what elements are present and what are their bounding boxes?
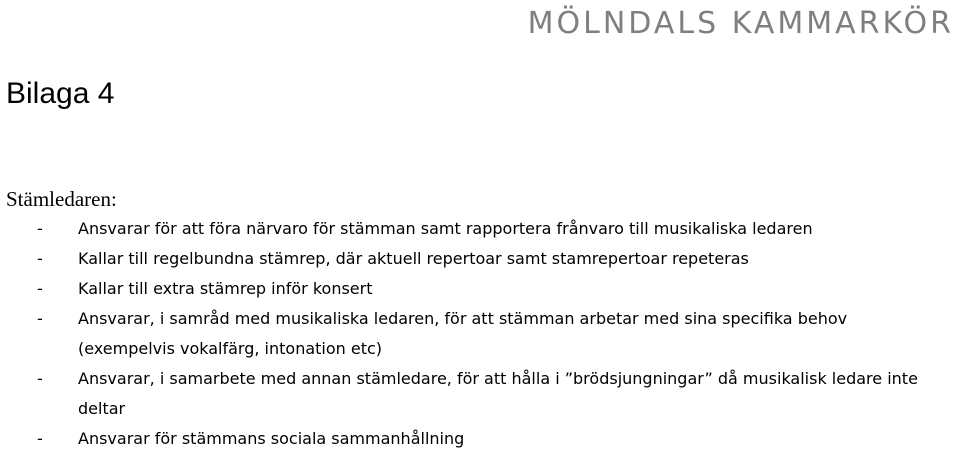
choir-logo: MÖLNDALS KAMMARKÖR: [527, 6, 954, 41]
list-item-text: Kallar till extra stämrep inför konsert: [78, 279, 373, 298]
list-item-text: Ansvarar, i samarbete med annan stämledare, för att hålla i ”brödsjungningar” då musikalisk ledare inte deltar: [78, 369, 918, 418]
list-item: [0, 424, 960, 454]
list-item: [0, 364, 960, 424]
duties-list: [0, 214, 960, 454]
list-bullet: -: [37, 219, 43, 238]
list-item: [0, 244, 960, 274]
list-bullet: -: [37, 429, 43, 448]
list-item-text: Kallar till regelbundna stämrep, där aktuell repertoar samt stamrepertoar repeteras: [78, 249, 749, 268]
list-bullet: -: [37, 249, 43, 268]
list-bullet: -: [37, 369, 43, 388]
list-bullet: -: [37, 279, 43, 298]
list-item-text: Ansvarar för stämmans sociala sammanhållning: [78, 429, 465, 448]
list-bullet: -: [37, 309, 43, 328]
list-item: [0, 304, 960, 364]
list-item-text: Ansvarar för att föra närvaro för stämman samt rapportera frånvaro till musikaliska ledaren: [78, 219, 813, 238]
list-item: [0, 274, 960, 304]
list-item-text: Ansvarar, i samråd med musikaliska ledaren, för att stämman arbetar med sina specifika behov (exempelvis vokalfärg, intonation etc): [78, 309, 848, 358]
page-title: Bilaga 4: [6, 77, 115, 110]
list-item: [0, 214, 960, 244]
section-heading: Stämledaren:: [6, 187, 117, 211]
